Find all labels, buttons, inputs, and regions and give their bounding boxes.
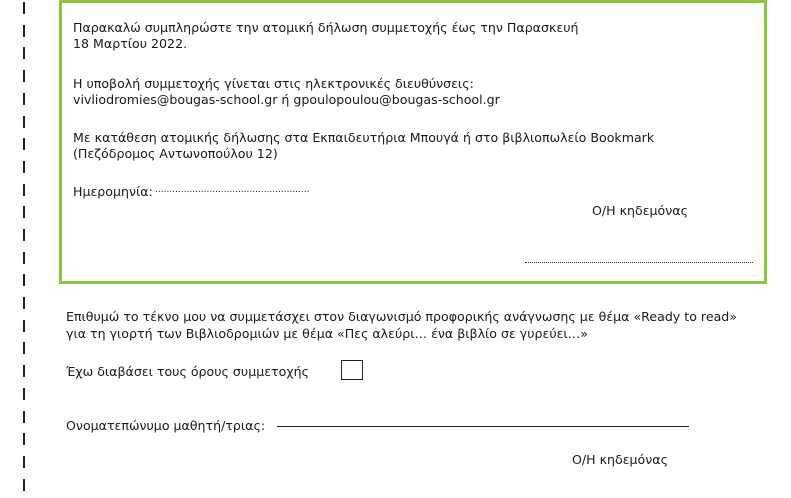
box-top-tick-left <box>62 0 65 2</box>
cut-line-dash <box>23 388 25 400</box>
cut-line-dash <box>23 93 25 105</box>
delivery-line-2: (Πεζόδρομος Αντωνοπούλου 12) <box>73 146 278 161</box>
cut-line-dash <box>23 342 25 354</box>
student-name-field[interactable] <box>277 426 689 427</box>
cut-line-dash <box>23 411 25 423</box>
date-field[interactable]: ...................................................... <box>155 185 310 195</box>
email-intro: Η υποβολή συμμετοχής γίνεται στις ηλεκτρονικές διευθύνσεις: <box>73 76 474 91</box>
terms-label: Έχω διαβάσει τους όρους συμμετοχής <box>66 364 309 379</box>
box-top-tick-mid <box>420 0 423 2</box>
guardian-label-box: Ο/Η κηδεμόνας <box>592 203 688 218</box>
cut-line-dash <box>23 161 25 173</box>
cut-line-dash <box>23 252 25 264</box>
cut-line-dash <box>23 433 25 445</box>
cut-line-dash <box>23 70 25 82</box>
box-top-tick-right <box>761 0 764 2</box>
cut-line <box>21 0 27 498</box>
cut-line-dash <box>23 365 25 377</box>
consent-line-1: Επιθυμώ το τέκνο μου να συμμετάσχει στον διαγωνισμό προφορικής ανάγνωσης με θέμα «Ready to read» <box>66 309 737 324</box>
consent-line-2: για τη γιορτή των Βιβλιοδρομιών με θέμα «Πες αλεύρι… ένα βιβλίο σε γυρεύει…» <box>66 326 588 341</box>
cut-line-dash <box>23 297 25 309</box>
cut-line-dash <box>23 229 25 241</box>
cut-line-dash <box>23 479 25 491</box>
guardian-signature-line-box[interactable] <box>525 262 753 263</box>
deadline-line-2: 18 Μαρτίου 2022. <box>73 36 188 51</box>
cut-line-dash <box>23 47 25 59</box>
cut-line-dash <box>23 138 25 150</box>
cut-line-dash <box>23 320 25 332</box>
box-top-rule <box>62 0 764 3</box>
delivery-line-1: Με κατάθεση ατομικής δήλωσης στα Εκπαιδευτήρια Μπουγά ή στο βιβλιοπωλείο Bookmark <box>73 130 655 145</box>
deadline-line-1: Παρακαλώ συμπληρώστε την ατομική δήλωση συμμετοχής έως την Παρασκευή <box>73 20 579 35</box>
terms-checkbox[interactable] <box>341 360 363 380</box>
student-name-label: Ονοματεπώνυμο μαθητή/τριας: <box>66 418 266 433</box>
cut-line-dash <box>23 25 25 37</box>
email-addresses: vivliodromies@bougas-school.gr ή gpoulopoulou@bougas-school.gr <box>73 92 500 107</box>
cut-line-dash <box>23 116 25 128</box>
guardian-label: Ο/Η κηδεμόνας <box>572 452 668 467</box>
cut-line-dash <box>23 274 25 286</box>
date-label: Ημερομηνία: <box>73 184 153 199</box>
cut-line-dash <box>23 456 25 468</box>
cut-line-dash <box>23 206 25 218</box>
cut-line-dash <box>23 184 25 196</box>
cut-line-dash <box>23 2 25 14</box>
